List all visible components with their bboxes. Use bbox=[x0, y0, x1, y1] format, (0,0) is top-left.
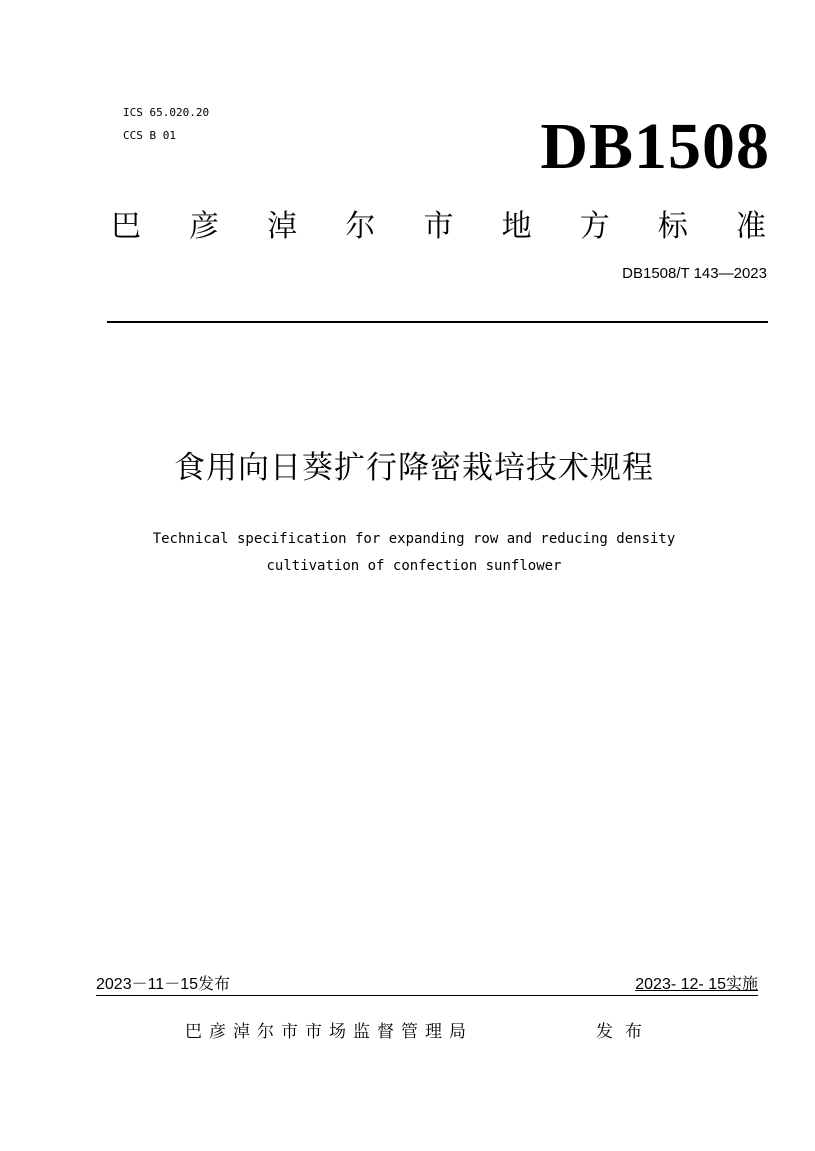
document-title-zh: 食用向日葵扩行降密栽培技术规程 bbox=[174, 450, 654, 486]
standard-type-char: 彦 bbox=[189, 209, 220, 244]
standard-type-char: 方 bbox=[579, 209, 610, 244]
standard-type-heading bbox=[111, 207, 766, 247]
issue-label: 发布 bbox=[596, 1022, 654, 1042]
classification-codes bbox=[123, 101, 209, 147]
standard-number: DB1508/T 143—2023 bbox=[622, 265, 767, 282]
standard-type-char: 淖 bbox=[267, 209, 298, 244]
document-title-en bbox=[0, 526, 815, 580]
title-en-line-2: cultivation of confection sunflower bbox=[266, 558, 562, 574]
implement-date: 2023- 12- 15实施 bbox=[635, 976, 758, 993]
ics-code: ICS 65.020.20 bbox=[123, 106, 210, 119]
publish-date: 2023－11－15发布 bbox=[96, 976, 231, 993]
ccs-code: CCS B 01 bbox=[123, 129, 176, 142]
standard-logo: DB1508 bbox=[540, 110, 770, 183]
standard-type-char: 市 bbox=[423, 209, 454, 244]
standard-type-char: 地 bbox=[501, 209, 532, 244]
standard-type-char: 标 bbox=[657, 209, 688, 244]
issuing-authority: 巴彦淖尔市市场监督管理局 bbox=[185, 1022, 473, 1042]
standard-type-char: 巴 bbox=[111, 209, 141, 244]
standard-type-char: 尔 bbox=[345, 209, 376, 244]
header-divider bbox=[107, 321, 768, 323]
standard-type-char: 准 bbox=[736, 209, 766, 244]
title-en-line-1: Technical specification for expanding row and reducing density bbox=[152, 531, 676, 547]
footer-divider bbox=[96, 995, 758, 996]
